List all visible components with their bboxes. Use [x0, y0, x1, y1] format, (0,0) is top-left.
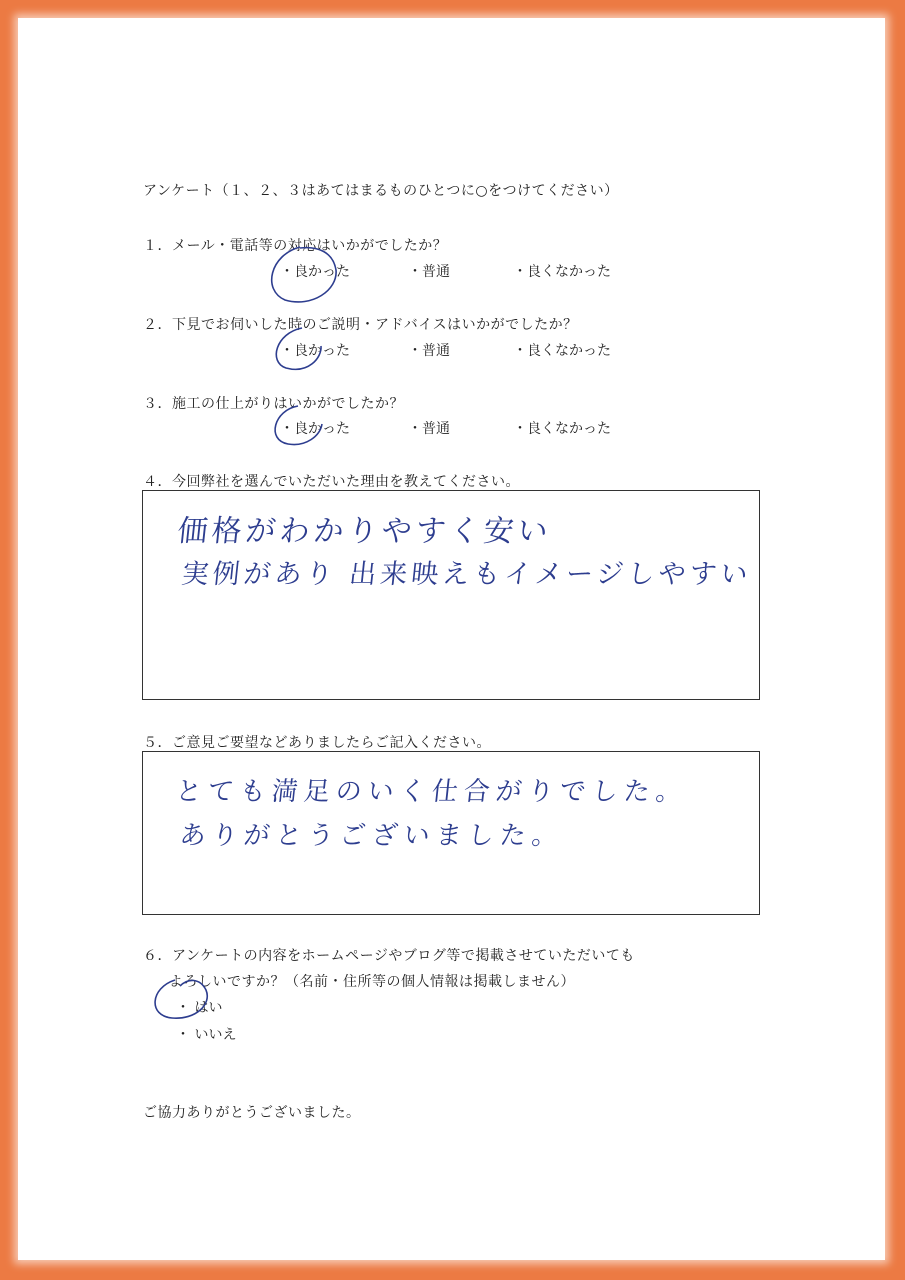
question-5: ５．ご意見ご要望などありましたらご記入ください。 [143, 735, 491, 751]
q1-option-bad[interactable]: ・良くなかった [513, 264, 611, 280]
q5-answer-line-2: ありがとうございました。 [178, 821, 566, 851]
q1-option-normal[interactable]: ・普通 [408, 264, 450, 280]
q2-option-normal[interactable]: ・普通 [408, 343, 450, 359]
question-6-line-2: よろしいですか？（名前・住所等の個人情報は掲載しません） [169, 974, 575, 990]
q3-option-good[interactable]: ・良かった [280, 421, 350, 437]
q6-option-yes[interactable]: ・ はい [176, 1000, 223, 1016]
thank-you-footer: ご協力ありがとうございました。 [143, 1105, 361, 1121]
q4-answer-line-2: 実例があり 出来映えもイメージしやすい [180, 559, 754, 590]
question-1: １．メール・電話等の対応はいかがでしたか？ [143, 238, 448, 254]
q1-option-good[interactable]: ・良かった [280, 264, 350, 280]
q3-option-bad[interactable]: ・良くなかった [513, 421, 611, 437]
survey-title: アンケート（１、２、３はあてはまるものひとつに○をつけてください） [143, 183, 619, 199]
question-4: ４．今回弊社を選んでいただいた理由を教えてください。 [143, 474, 520, 490]
q6-option-no[interactable]: ・ いいえ [176, 1027, 237, 1043]
q3-option-normal[interactable]: ・普通 [408, 421, 450, 437]
question-6-line-1: ６．アンケートの内容をホームページやブログ等で掲載させていただいても [143, 948, 635, 964]
q2-option-bad[interactable]: ・良くなかった [513, 343, 611, 359]
question-2: ２．下見でお伺いした時のご説明・アドバイスはいかがでしたか？ [143, 317, 578, 333]
question-3: ３．施工の仕上がりはいかがでしたか？ [143, 396, 404, 412]
q5-answer-line-1: とても満足のいく仕合がりでした。 [174, 777, 690, 807]
q4-answer-line-1: 価格がわかりやすく安い [175, 514, 554, 549]
q2-option-good[interactable]: ・良かった [280, 343, 350, 359]
